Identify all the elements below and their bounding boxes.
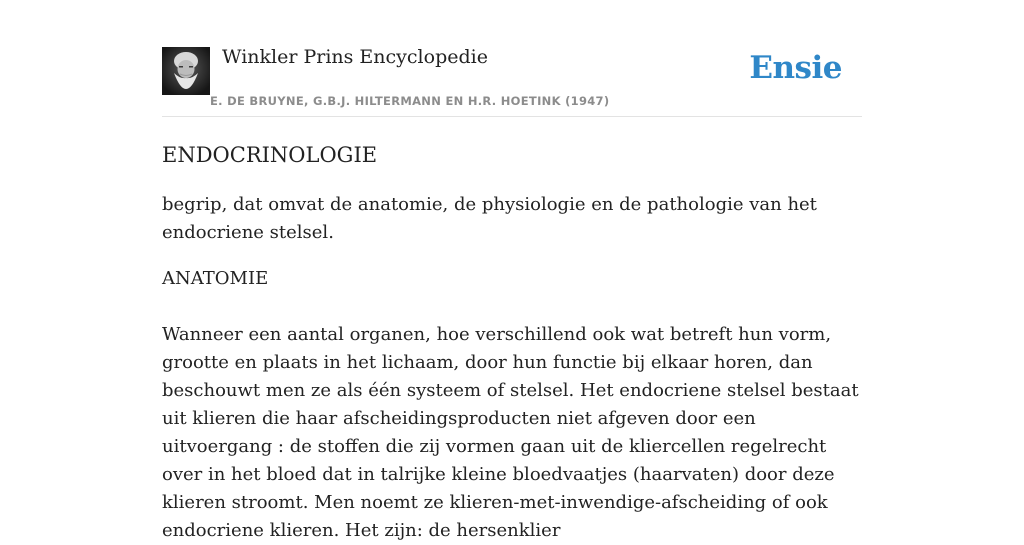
site-header — [162, 0, 862, 117]
article-title: ENDOCRINOLOGIE — [162, 143, 378, 167]
article-definition: begrip, dat omvat de anatomie, de physiologie en de pathologie van het endocriene stelsel. — [162, 194, 817, 243]
section-heading: ANATOMIE — [162, 268, 269, 289]
ensie-logo[interactable]: Ensie — [749, 50, 842, 86]
site-title[interactable]: Winkler Prins Encyclopedie — [222, 46, 488, 68]
article-body: Wanneer een aantal organen, hoe verschillend ook wat betreft hun vorm, grootte en plaats in het lichaam, door hun functie bij elkaar horen, dan beschouwt men ze als één systeem of stelsel. Het endocriene stelsel bestaat uit klieren die haar afscheidingsproducten niet afgeven door een uitvoergang : de stoffen die zij vormen gaan uit de kliercellen regelrecht over in het bloed dat in talrijke kleine bloedvaatjes (haarvaten) door deze klieren stroomt. Men noemt ze klieren-met-inwendige-afscheiding of ook endocriene klieren. Het zijn: de hersenklier — [162, 324, 859, 541]
authors-byline: E. DE BRUYNE, G.B.J. HILTERMANN EN H.R. HOETINK (1947) — [210, 94, 610, 108]
author-avatar[interactable] — [162, 47, 210, 95]
bearded-man-portrait-icon — [162, 47, 210, 95]
article-content — [162, 138, 862, 545]
